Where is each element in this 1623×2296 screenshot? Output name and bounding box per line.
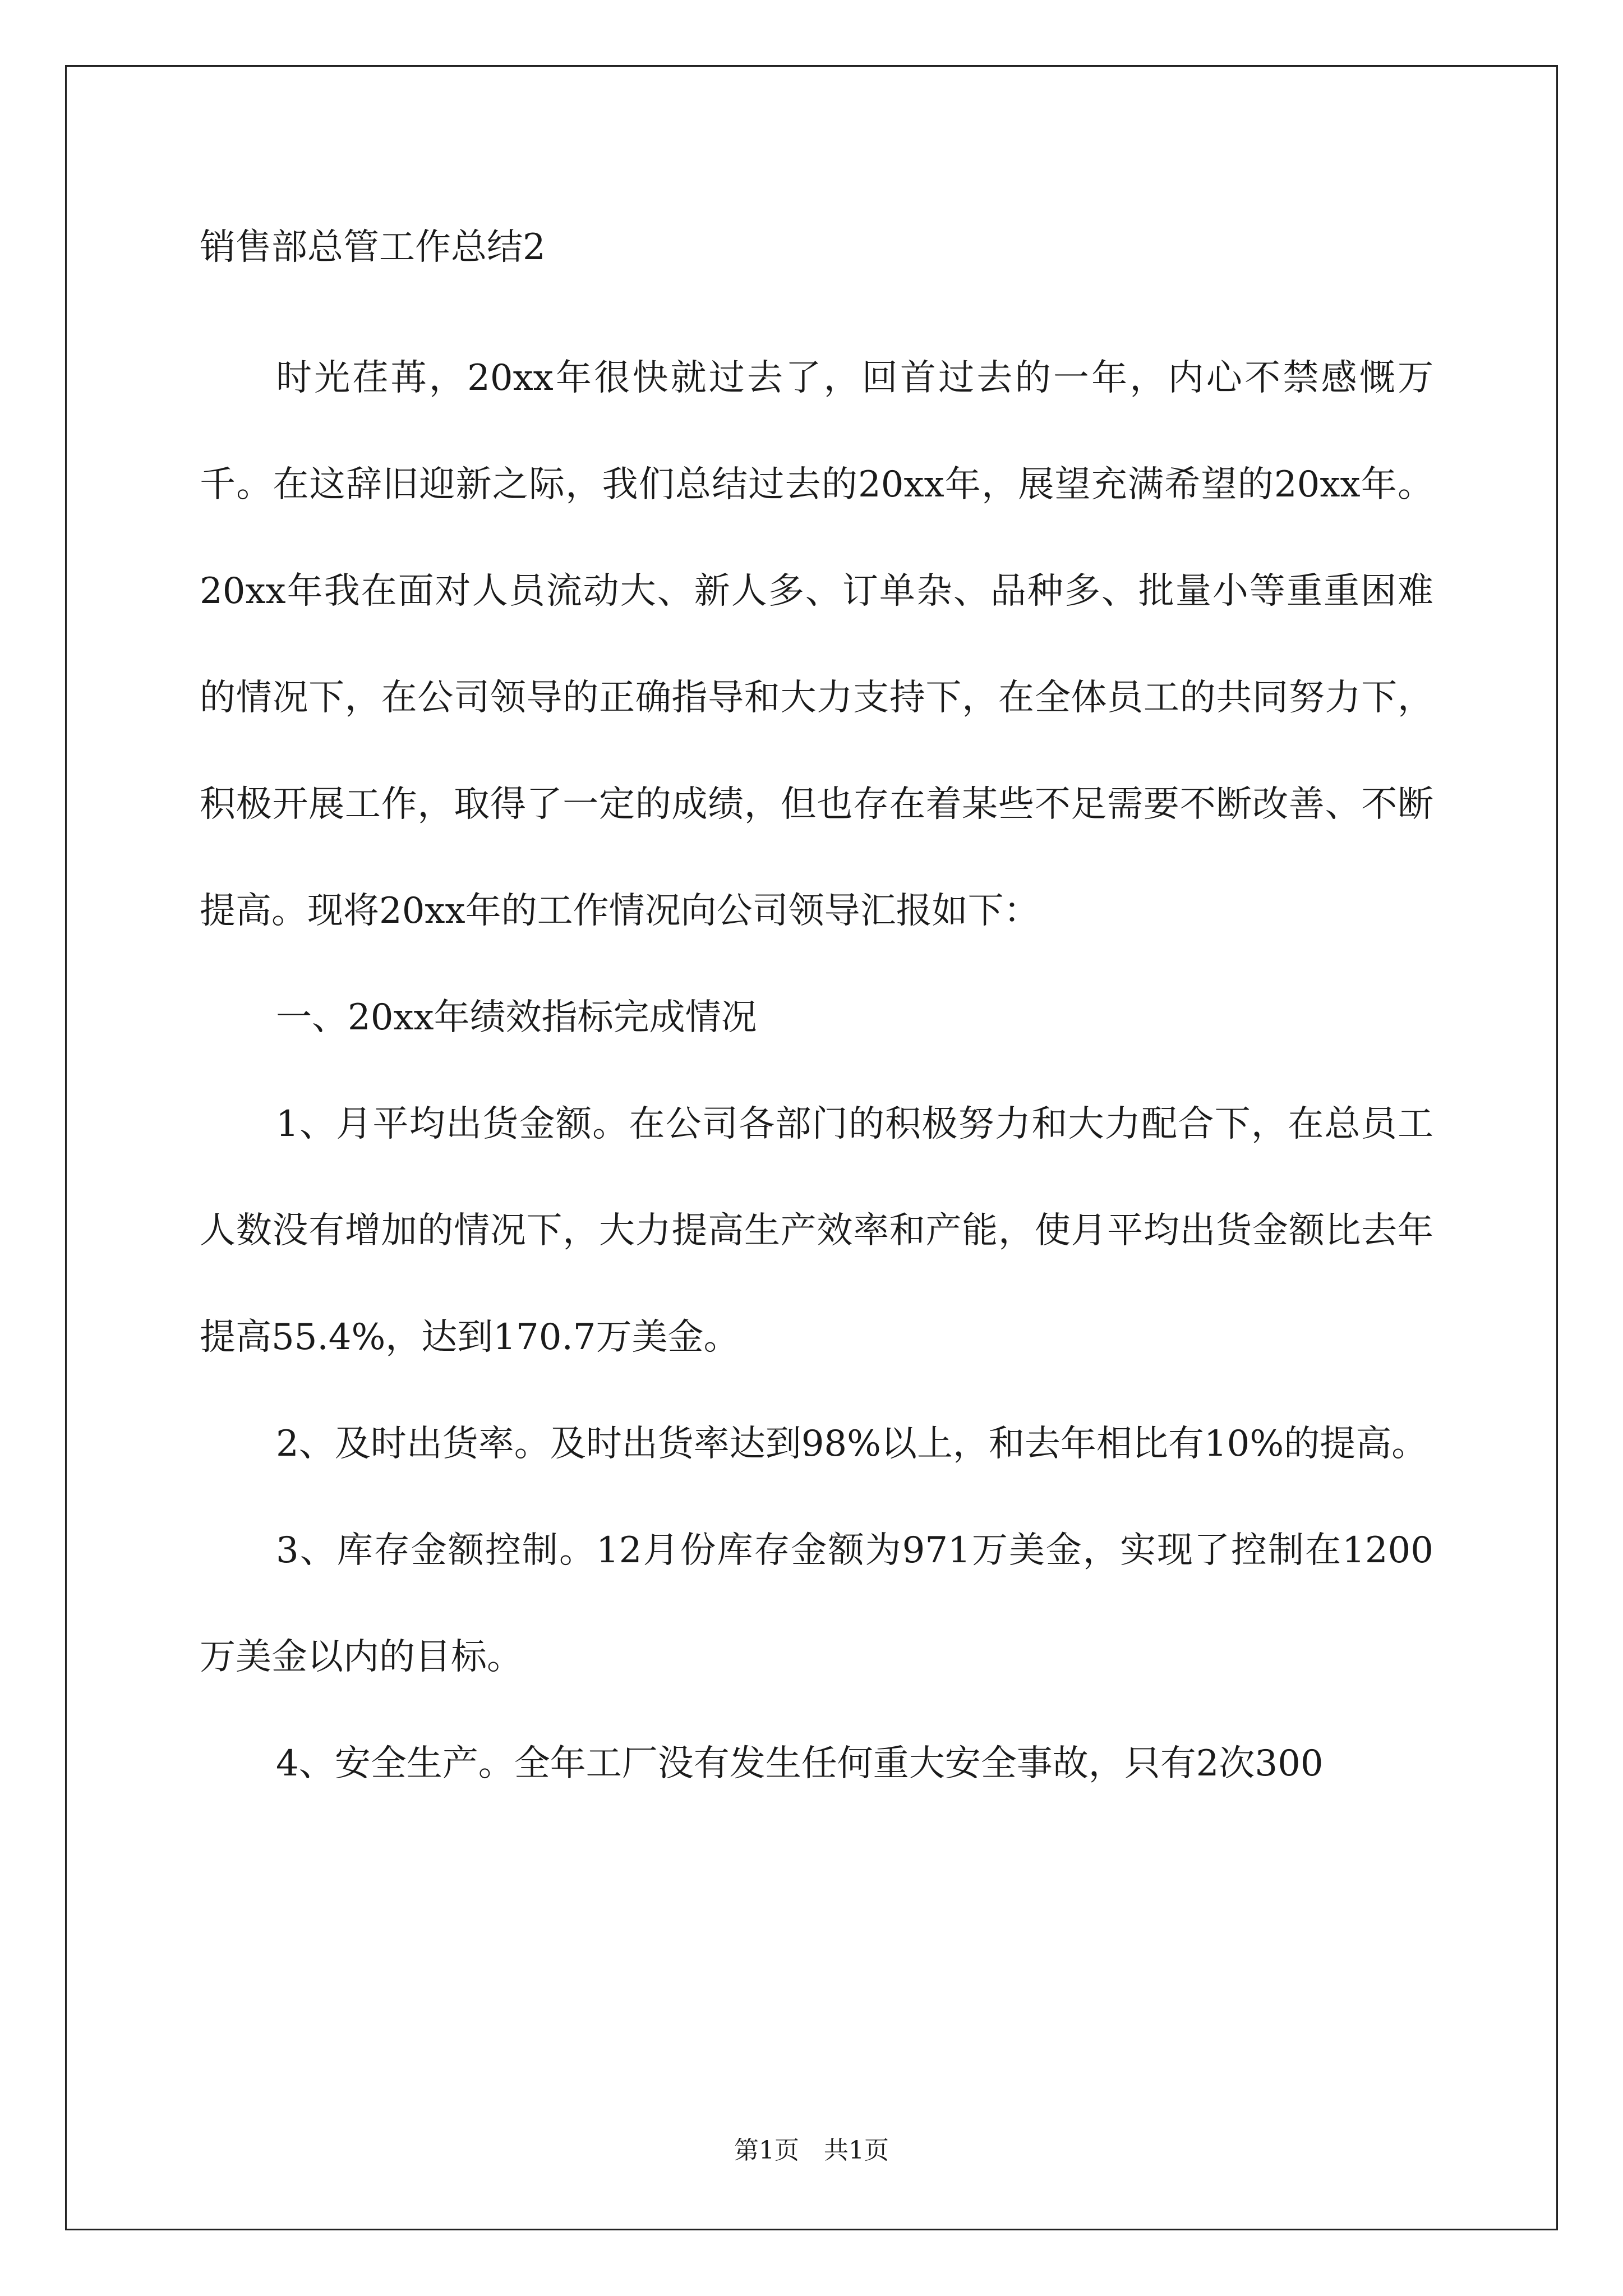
section-heading: 一、20xx年绩效指标完成情况 [276, 997, 757, 1038]
paragraph-item-1: 1、月平均出货金额。在公司各部门的积极努力和大力配合下，在总员工人数没有增加的情况下，大力提高生产效率和产能，使月平均出货金额比去年提高55.4%，达到170.7万美金。 [200, 1103, 1433, 1358]
document-title: 销售部总管工作总结2 [200, 227, 546, 268]
document-body [200, 222, 1433, 1817]
paragraph-item-3: 3、库存金额控制。12月份库存金额为971万美金，实现了控制在1200万美金以内的目标。 [200, 1530, 1433, 1678]
paragraph-item-4: 4、安全生产。全年工厂没有发生任何重大安全事故，只有2次300 [276, 1743, 1324, 1784]
paragraph-item-2: 2、及时出货率。及时出货率达到98%以上，和去年相比有10%的提高。 [276, 1423, 1428, 1465]
page-footer: 第1页 共1页 [734, 2136, 889, 2165]
paragraph-intro: 时光荏苒，20xx年很快就过去了，回首过去的一年，内心不禁感慨万千。在这辞旧迎新之际，我们总结过去的20xx年，展望充满希望的20xx年。20xx年我在面对人员流动大、新人多、订单杂、品种多、批量小等重重困难的情况下，在公司领导的正确指导和大力支持下，在全体员工的共同努力下，积极开展工作，取得了一定的成绩，但也存在着某些不足需要不断改善、不断提高。现将20xx年的工作情况向公司领导汇报如下： [200, 357, 1433, 932]
